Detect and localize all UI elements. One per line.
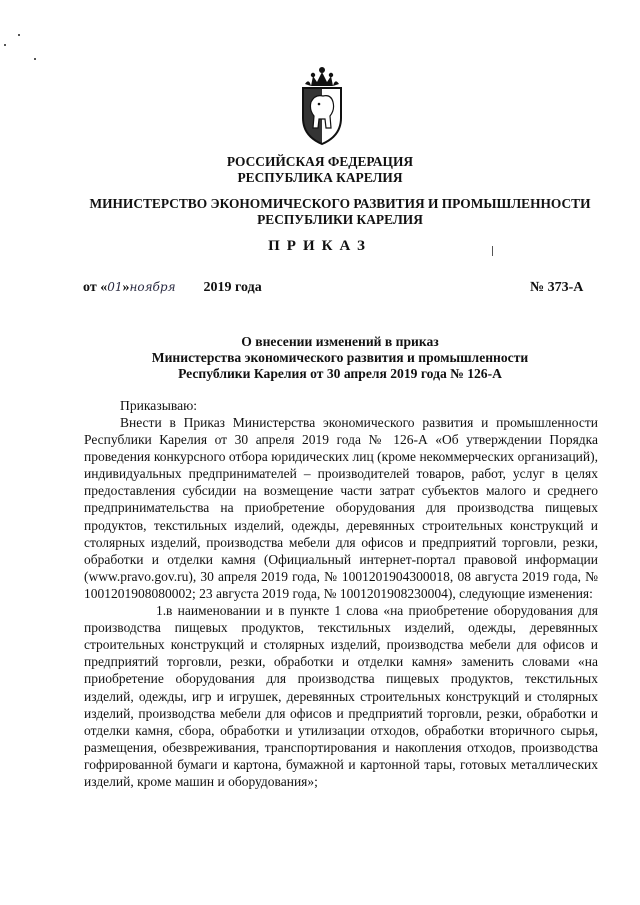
document-type-heading: ПРИКАЗ bbox=[268, 238, 372, 254]
republic-heading: РЕСПУБЛИКА КАРЕЛИЯ bbox=[237, 170, 403, 185]
item-text: в наименовании и в пункте 1 слова «на приобретение оборудования для производства пищевых продуктов, текстильных изделий, одежды, деревянных строительных конструкций и столярных изделий, производства мебели для офисов и предприятий торговли, резки, обработки и отделки камня» заменить словами «на приобретение оборудования для производства пищевых продуктов, текстильных изделий, одежды, игр и игрушек, деревянных строительных конструкций и столярных изделий, производства мебели для офисов и предприятий торговли, резки, обработки и отделки камня, сбора, обработки и утилизации отходов, обработки вторичного сырья, размещения, обезвреживания, транспортирования и накопления отходов, производства гофрированной бумаги и картона, бумажной и картонной тары, готовых металлических изделий, кроме машин и оборудования»; bbox=[84, 603, 598, 789]
order-title-line1: О внесении изменений в приказ bbox=[241, 334, 439, 349]
date-mid: » bbox=[122, 280, 130, 295]
date-month-handwritten: ноября bbox=[129, 280, 176, 294]
coat-of-arms-emblem bbox=[297, 64, 347, 146]
date-day-handwritten: 01 bbox=[107, 280, 123, 294]
date-year: 2019 года bbox=[203, 280, 262, 295]
ministry-heading-line2: РЕСПУБЛИКИ КАРЕЛИЯ bbox=[257, 212, 423, 227]
country-heading: РОССИЙСКАЯ ФЕДЕРАЦИЯ bbox=[226, 154, 414, 169]
item-number: 1. bbox=[156, 603, 167, 619]
order-title-line2: Министерства экономического развития и промышленности bbox=[151, 350, 529, 365]
date-prefix: от « bbox=[83, 280, 108, 295]
scan-speck bbox=[492, 246, 493, 256]
scan-speck bbox=[34, 58, 36, 60]
list-item bbox=[84, 602, 598, 790]
paragraph-main: Внести в Приказ Министерства экономического развития и промышленности Республики Карелия от 30 апреля 2019 года № 126-А «Об утверждении Порядка проведения конкурсного отбора юридических лиц (кроме некоммерческих организаций), индивидуальных предпринимателей – производителей товаров, работ, услуг в целях предоставления субсидии на возмещение части затрат субъектов малого и среднего предпринимательства на приобретение оборудования для производства пищевых продуктов, текстильных изделий, одежды, деревянных строительных конструкций и столярных изделий, производства мебели для офисов и предприятий торговли, резки, обработки и отделки камня (Официальный интернет-портал правовой информации (www.pravo.gov.ru), 30 апреля 2019 года, № 1001201904300018, 08 августа 2019 года, № 1001201908080002; 23 августа 2019 года, № 1001201908230004), следующие изменения: bbox=[84, 415, 598, 601]
order-title-line3: Республики Карелия от 30 апреля 2019 года № 126-А bbox=[178, 366, 502, 381]
scan-speck bbox=[4, 44, 6, 46]
order-date bbox=[83, 280, 262, 296]
order-word: Приказываю: bbox=[120, 398, 198, 413]
scan-speck bbox=[18, 34, 20, 36]
order-body bbox=[84, 414, 598, 790]
order-number: № 373-А bbox=[530, 280, 584, 295]
ministry-heading-line1: МИНИСТЕРСТВО ЭКОНОМИЧЕСКОГО РАЗВИТИЯ И ПРОМЫШЛЕННОСТИ bbox=[89, 196, 591, 211]
